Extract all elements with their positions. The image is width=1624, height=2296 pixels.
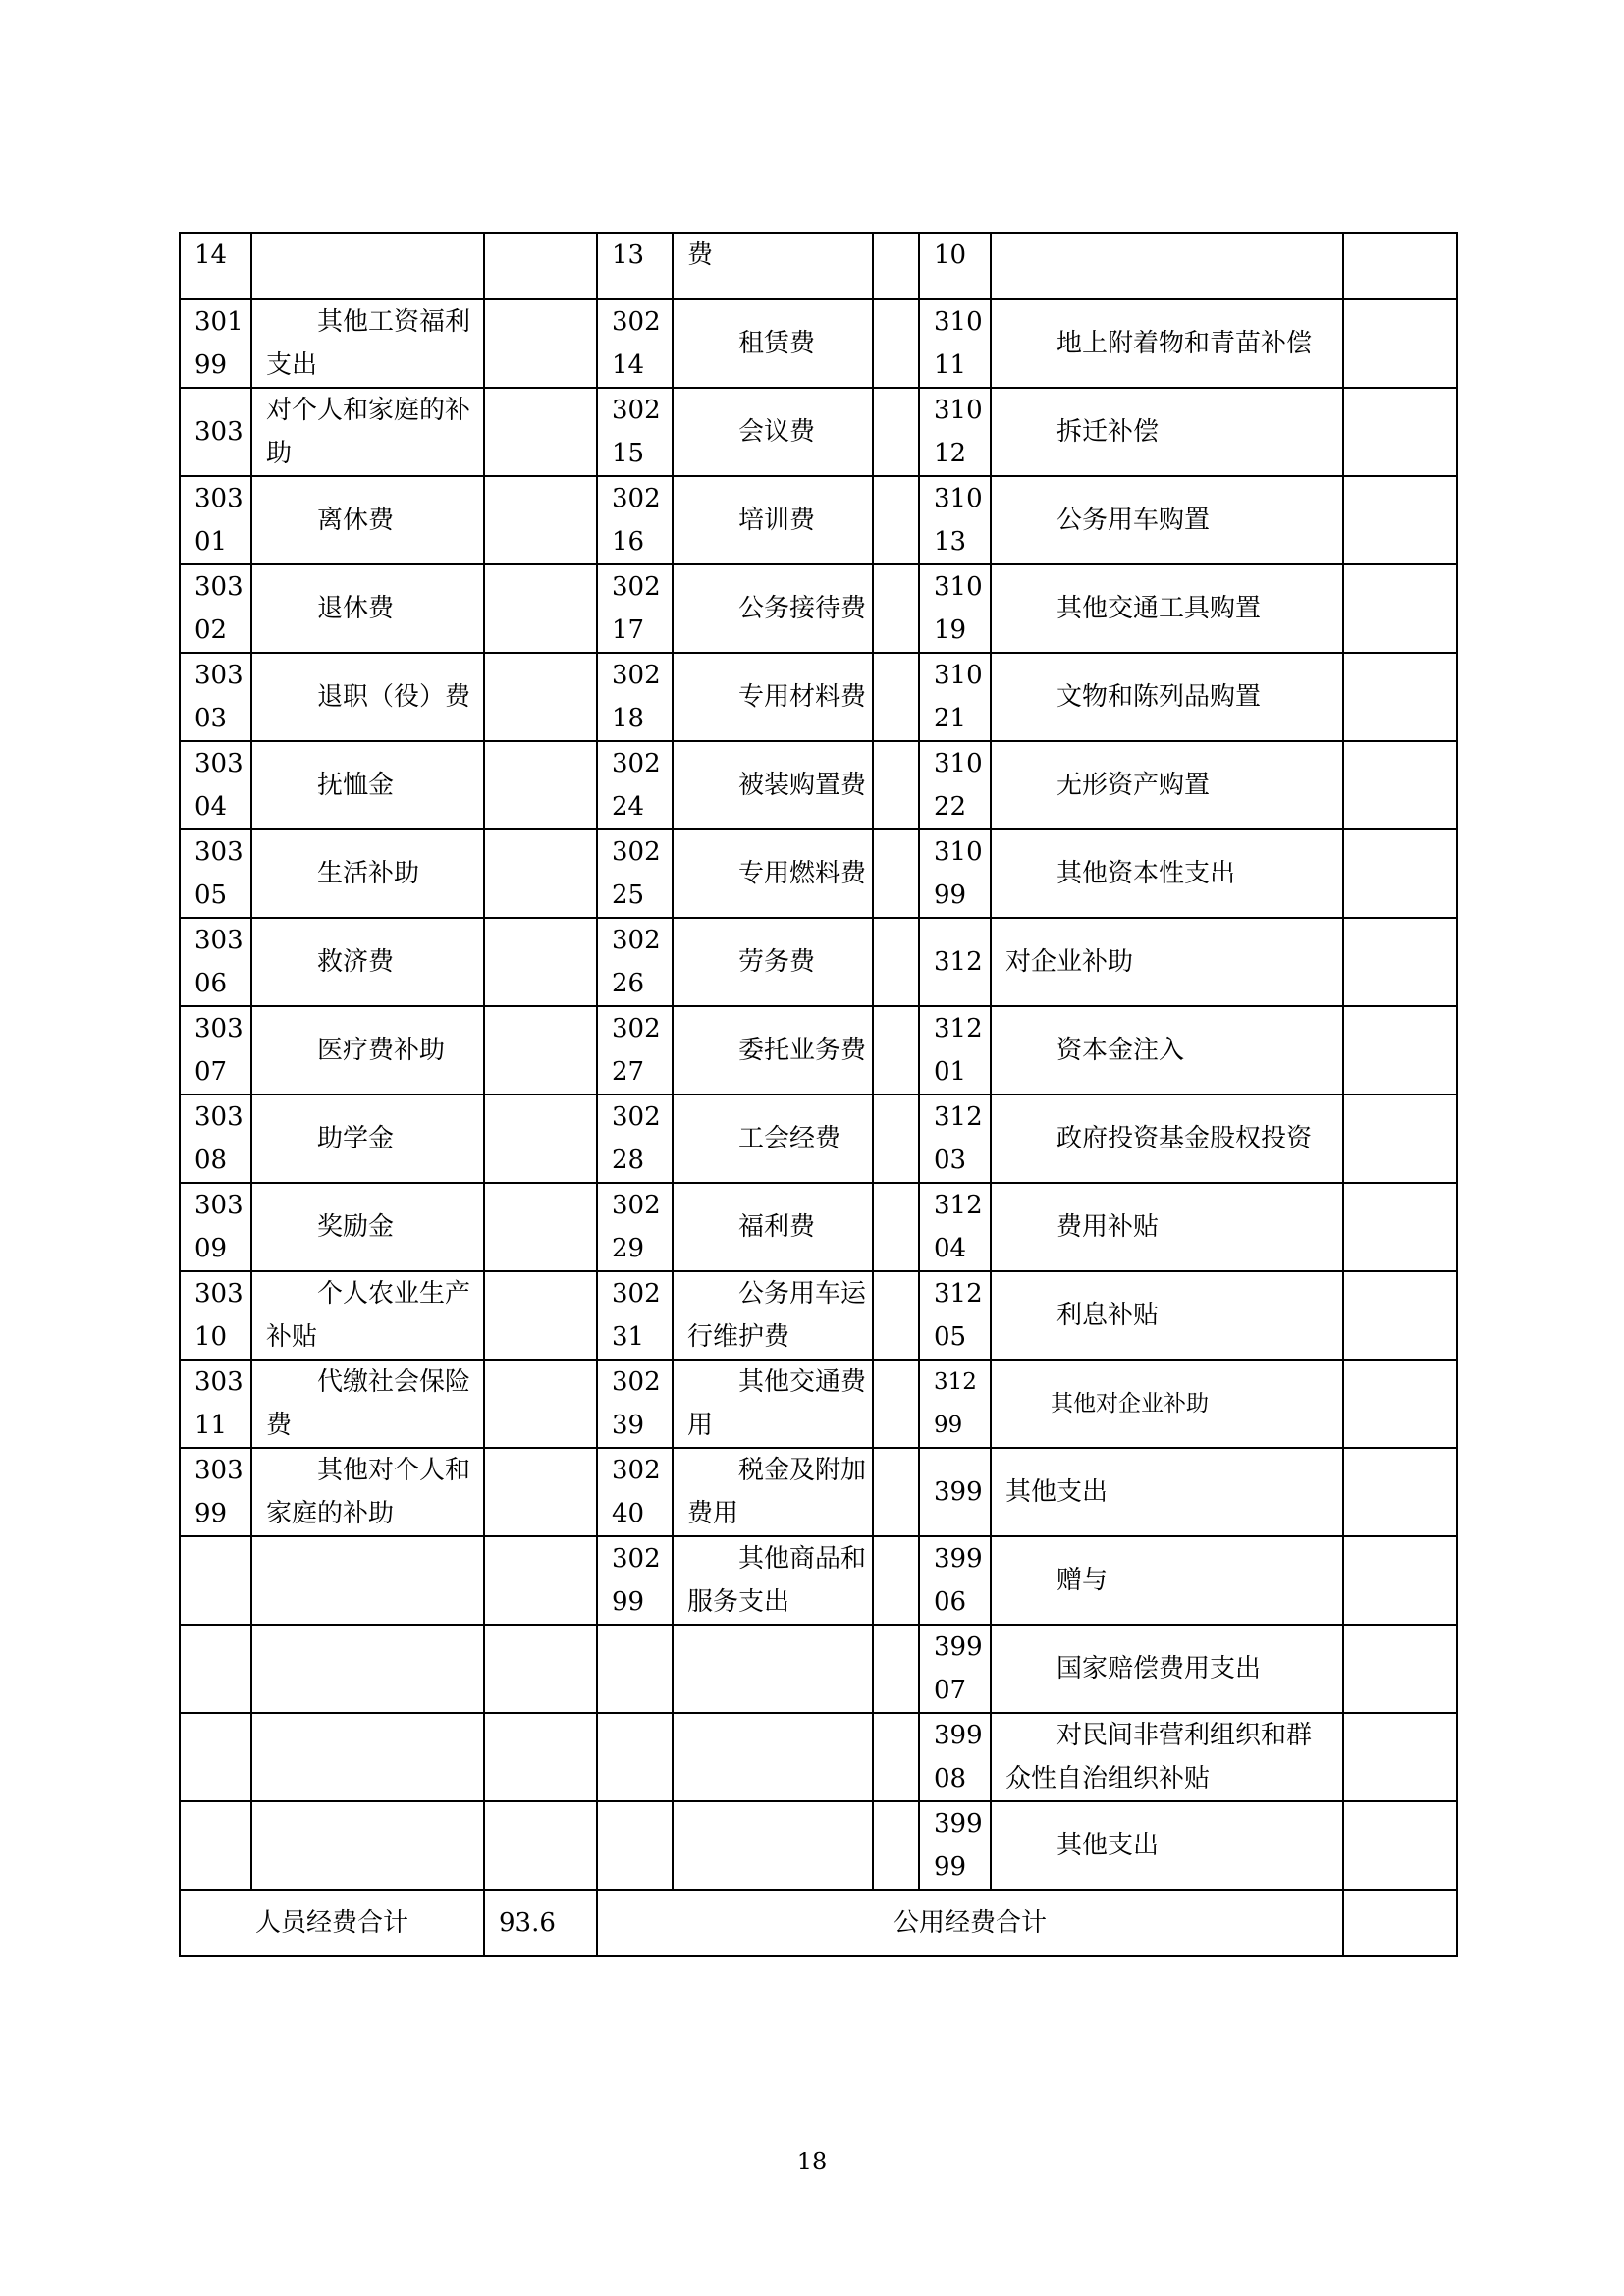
amount-cell	[484, 1006, 597, 1095]
amount-cell	[484, 1801, 597, 1890]
personnel-total-label: 人员经费合计	[180, 1890, 484, 1956]
amount-cell	[484, 653, 597, 741]
name-cell	[251, 1713, 484, 1801]
name-cell: 委托业务费	[673, 1006, 873, 1095]
name-cell: 对民间非营利组织和群众性自治组织补贴	[991, 1713, 1343, 1801]
code-cell: 31011	[919, 299, 991, 388]
expense-table	[179, 232, 1458, 1957]
table-row	[180, 1713, 1457, 1801]
amount-cell	[484, 233, 597, 299]
code-cell: 31203	[919, 1095, 991, 1183]
name-cell: 退休费	[251, 564, 484, 653]
code-cell	[180, 1713, 251, 1801]
name-cell: 租赁费	[673, 299, 873, 388]
amount-cell	[873, 564, 919, 653]
code-cell: 31022	[919, 741, 991, 829]
code-cell: 14	[180, 233, 251, 299]
table-row	[180, 1095, 1457, 1183]
amount-cell	[1343, 1713, 1457, 1801]
code-cell: 31012	[919, 388, 991, 476]
amount-cell	[1343, 1625, 1457, 1713]
name-cell: 资本金注入	[991, 1006, 1343, 1095]
table-row	[180, 233, 1457, 299]
amount-cell	[1343, 388, 1457, 476]
code-cell: 30231	[597, 1271, 673, 1360]
code-cell	[180, 1801, 251, 1890]
code-cell	[597, 1625, 673, 1713]
table-row	[180, 476, 1457, 564]
amount-cell	[873, 1448, 919, 1536]
amount-cell	[1343, 1006, 1457, 1095]
page-number: 18	[796, 2148, 828, 2175]
name-cell: 专用材料费	[673, 653, 873, 741]
code-cell	[597, 1801, 673, 1890]
code-cell: 31204	[919, 1183, 991, 1271]
code-cell: 30227	[597, 1006, 673, 1095]
amount-cell	[1343, 1095, 1457, 1183]
name-cell	[251, 1536, 484, 1625]
table-row	[180, 388, 1457, 476]
amount-cell	[484, 1713, 597, 1801]
name-cell: 被装购置费	[673, 741, 873, 829]
name-cell: 退职（役）费	[251, 653, 484, 741]
amount-cell	[873, 476, 919, 564]
name-cell: 无形资产购置	[991, 741, 1343, 829]
name-cell: 政府投资基金股权投资	[991, 1095, 1343, 1183]
code-cell	[180, 1536, 251, 1625]
code-cell: 30226	[597, 918, 673, 1006]
name-cell: 个人农业生产补贴	[251, 1271, 484, 1360]
table-row	[180, 1448, 1457, 1536]
code-cell: 30217	[597, 564, 673, 653]
name-cell: 其他资本性支出	[991, 829, 1343, 918]
name-cell: 其他支出	[991, 1448, 1343, 1536]
amount-cell	[873, 1536, 919, 1625]
amount-cell	[1343, 564, 1457, 653]
amount-cell	[1343, 233, 1457, 299]
amount-cell	[1343, 476, 1457, 564]
name-cell: 公务用车购置	[991, 476, 1343, 564]
code-cell: 30303	[180, 653, 251, 741]
name-cell: 对个人和家庭的补助	[251, 388, 484, 476]
code-cell: 30239	[597, 1360, 673, 1448]
code-cell: 303	[180, 388, 251, 476]
name-cell: 赠与	[991, 1536, 1343, 1625]
amount-cell	[484, 918, 597, 1006]
code-cell: 30199	[180, 299, 251, 388]
name-cell: 其他支出	[991, 1801, 1343, 1890]
code-cell	[597, 1713, 673, 1801]
table-row	[180, 1801, 1457, 1890]
amount-cell	[873, 1713, 919, 1801]
table-row	[180, 1183, 1457, 1271]
amount-cell	[484, 1536, 597, 1625]
amount-cell	[1343, 1448, 1457, 1536]
name-cell	[673, 1801, 873, 1890]
name-cell: 费	[673, 233, 873, 299]
name-cell: 税金及附加费用	[673, 1448, 873, 1536]
table-row	[180, 653, 1457, 741]
name-cell: 救济费	[251, 918, 484, 1006]
amount-cell	[873, 1801, 919, 1890]
name-cell: 公务接待费	[673, 564, 873, 653]
code-cell	[180, 1625, 251, 1713]
code-cell: 10	[919, 233, 991, 299]
code-cell: 39999	[919, 1801, 991, 1890]
amount-cell	[484, 1625, 597, 1713]
name-cell: 工会经费	[673, 1095, 873, 1183]
amount-cell	[484, 388, 597, 476]
code-cell: 30224	[597, 741, 673, 829]
totals-row	[180, 1890, 1457, 1956]
code-cell: 31019	[919, 564, 991, 653]
name-cell: 奖励金	[251, 1183, 484, 1271]
name-cell: 代缴社会保险费	[251, 1360, 484, 1448]
amount-cell	[873, 741, 919, 829]
table-row	[180, 1625, 1457, 1713]
name-cell: 劳务费	[673, 918, 873, 1006]
amount-cell	[1343, 1271, 1457, 1360]
code-cell: 39908	[919, 1713, 991, 1801]
table-row	[180, 829, 1457, 918]
code-cell: 31201	[919, 1006, 991, 1095]
code-cell: 30308	[180, 1095, 251, 1183]
code-cell: 31099	[919, 829, 991, 918]
code-cell: 30301	[180, 476, 251, 564]
amount-cell	[873, 388, 919, 476]
amount-cell	[873, 918, 919, 1006]
name-cell	[991, 233, 1343, 299]
personnel-total-value: 93.6	[484, 1890, 597, 1956]
name-cell	[251, 233, 484, 299]
amount-cell	[1343, 1801, 1457, 1890]
amount-cell	[484, 476, 597, 564]
code-cell: 30218	[597, 653, 673, 741]
code-cell: 30302	[180, 564, 251, 653]
code-cell: 39906	[919, 1536, 991, 1625]
amount-cell	[484, 1360, 597, 1448]
table-row	[180, 918, 1457, 1006]
code-cell: 39907	[919, 1625, 991, 1713]
name-cell: 其他交通费用	[673, 1360, 873, 1448]
code-cell: 30310	[180, 1271, 251, 1360]
amount-cell	[873, 653, 919, 741]
table-row	[180, 1536, 1457, 1625]
code-cell: 30309	[180, 1183, 251, 1271]
code-cell: 30305	[180, 829, 251, 918]
code-cell: 31013	[919, 476, 991, 564]
name-cell: 利息补贴	[991, 1271, 1343, 1360]
name-cell	[251, 1801, 484, 1890]
name-cell: 生活补助	[251, 829, 484, 918]
amount-cell	[873, 829, 919, 918]
code-cell: 399	[919, 1448, 991, 1536]
name-cell: 其他商品和服务支出	[673, 1536, 873, 1625]
amount-cell	[873, 1006, 919, 1095]
amount-cell	[1343, 653, 1457, 741]
name-cell: 文物和陈列品购置	[991, 653, 1343, 741]
amount-cell	[1343, 741, 1457, 829]
amount-cell	[484, 1271, 597, 1360]
code-cell: 13	[597, 233, 673, 299]
code-cell: 30229	[597, 1183, 673, 1271]
code-cell: 30215	[597, 388, 673, 476]
amount-cell	[873, 1625, 919, 1713]
code-cell: 31299	[919, 1360, 991, 1448]
table-row	[180, 1006, 1457, 1095]
code-cell: 30399	[180, 1448, 251, 1536]
name-cell: 其他对企业补助	[991, 1360, 1343, 1448]
name-cell: 其他工资福利支出	[251, 299, 484, 388]
amount-cell	[484, 741, 597, 829]
amount-cell	[873, 1183, 919, 1271]
name-cell	[251, 1625, 484, 1713]
name-cell: 拆迁补偿	[991, 388, 1343, 476]
code-cell: 30225	[597, 829, 673, 918]
amount-cell	[484, 299, 597, 388]
code-cell: 31205	[919, 1271, 991, 1360]
amount-cell	[484, 1448, 597, 1536]
amount-cell	[873, 1360, 919, 1448]
amount-cell	[484, 1183, 597, 1271]
amount-cell	[873, 1271, 919, 1360]
amount-cell	[1343, 1183, 1457, 1271]
name-cell: 地上附着物和青苗补偿	[991, 299, 1343, 388]
public-total-value	[1343, 1890, 1457, 1956]
amount-cell	[873, 299, 919, 388]
name-cell: 其他交通工具购置	[991, 564, 1343, 653]
name-cell: 专用燃料费	[673, 829, 873, 918]
amount-cell	[484, 564, 597, 653]
name-cell: 费用补贴	[991, 1183, 1343, 1271]
amount-cell	[873, 233, 919, 299]
table-row	[180, 1271, 1457, 1360]
amount-cell	[873, 1095, 919, 1183]
table-row	[180, 299, 1457, 388]
code-cell: 31021	[919, 653, 991, 741]
name-cell: 抚恤金	[251, 741, 484, 829]
name-cell	[673, 1625, 873, 1713]
name-cell: 助学金	[251, 1095, 484, 1183]
amount-cell	[1343, 918, 1457, 1006]
code-cell: 30240	[597, 1448, 673, 1536]
amount-cell	[1343, 1536, 1457, 1625]
name-cell: 培训费	[673, 476, 873, 564]
name-cell: 国家赔偿费用支出	[991, 1625, 1343, 1713]
code-cell: 30307	[180, 1006, 251, 1095]
name-cell: 其他对个人和家庭的补助	[251, 1448, 484, 1536]
name-cell	[673, 1713, 873, 1801]
amount-cell	[484, 829, 597, 918]
code-cell: 312	[919, 918, 991, 1006]
table-row	[180, 564, 1457, 653]
code-cell: 30306	[180, 918, 251, 1006]
name-cell: 医疗费补助	[251, 1006, 484, 1095]
code-cell: 30228	[597, 1095, 673, 1183]
amount-cell	[1343, 1360, 1457, 1448]
code-cell: 30304	[180, 741, 251, 829]
name-cell: 公务用车运行维护费	[673, 1271, 873, 1360]
code-cell: 30311	[180, 1360, 251, 1448]
name-cell: 会议费	[673, 388, 873, 476]
amount-cell	[1343, 299, 1457, 388]
code-cell: 30214	[597, 299, 673, 388]
public-total-label: 公用经费合计	[597, 1890, 1343, 1956]
amount-cell	[1343, 829, 1457, 918]
code-cell: 30216	[597, 476, 673, 564]
table-row	[180, 1360, 1457, 1448]
name-cell: 离休费	[251, 476, 484, 564]
amount-cell	[484, 1095, 597, 1183]
name-cell: 福利费	[673, 1183, 873, 1271]
table-row	[180, 741, 1457, 829]
code-cell: 30299	[597, 1536, 673, 1625]
name-cell: 对企业补助	[991, 918, 1343, 1006]
